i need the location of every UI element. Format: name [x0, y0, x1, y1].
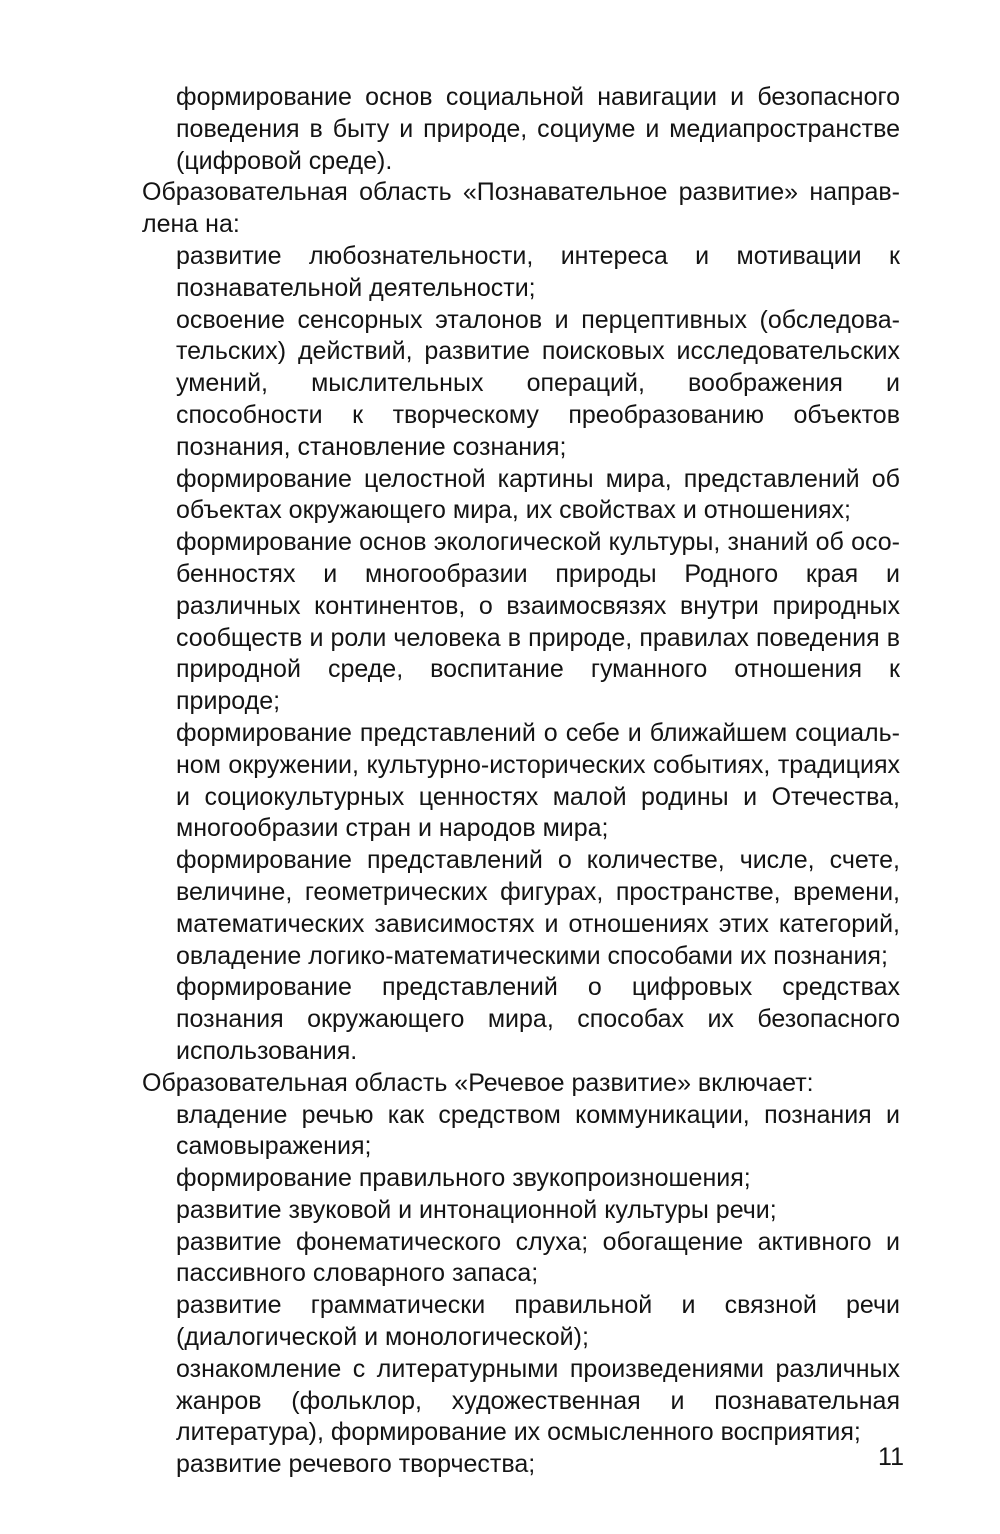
list-item: формирование представлений о себе и ближайшем социальном окружении, культурно-исторических событиях, традициях и социокультурных ценностях малой родины и Отечества, многообразии стран и народов мира; — [176, 718, 900, 843]
list-item: ознакомление с литературными произведениями различных жанров (фольклор, художественная и познавательная литература), формирование их осмысленного восприятия; — [176, 1354, 900, 1447]
list-item: освоение сенсорных эталонов и перцептивных (обследовательских) действий, развитие поисковых исследовательских умений, мыслительных операций, воображения и способности к творческому преобразованию объектов познания, становление сознания; — [176, 305, 900, 461]
list-item: формирование целостной картины мира, представлений об объектах окружающего мира, их свойствах и отношениях; — [176, 464, 900, 525]
section-intro-speech-development: Образовательная область «Речевое развитие» включает: — [142, 1068, 814, 1097]
list-item: владение речью как средством коммуникации, познания и самовыражения; — [176, 1100, 900, 1161]
list-item: развитие звуковой и интонационной культуры речи; — [176, 1195, 777, 1224]
section-intro-cognitive-development: Образовательная область «Познавательное развитие» направлена на: — [142, 178, 900, 239]
list-item: формирование представлений о количестве, числе, счете, величине, геометрических фигурах, пространстве, времени, математических зависимостях и отношениях этих категорий, овладение логико-математическими способами их познания; — [176, 846, 900, 970]
list-item: формирование основ социальной навигации и безопасного поведения в быту и природе, социуме и медиапространстве (цифровой среде). — [176, 83, 900, 175]
list-item: развитие грамматически правильной и связной речи (диалогической и монологической); — [176, 1291, 900, 1352]
list-item: формирование основ экологической культуры, знаний об особенностях и многообразии природы Родного края и различных континентов, о взаимосвязях внутри природных сообществ и роли человека в природе, правилах поведения в природной среде, воспитание гуманного отношения к природе; — [176, 528, 900, 716]
list-item: развитие речевого творчества; — [176, 1450, 536, 1479]
list-item: развитие фонематического слуха; обогащение активного и пассивного словарного запаса; — [176, 1227, 900, 1288]
list-item: формирование правильного звукопроизношения; — [176, 1164, 751, 1193]
text-body — [142, 82, 900, 1481]
list-item: формирование представлений о цифровых средствах познания окружающего мира, способах их безопасного использования. — [176, 973, 900, 1065]
page-number: 11 — [878, 1443, 904, 1471]
list-item: развитие любознательности, интереса и мотивации к познавательной деятельности; — [176, 241, 900, 302]
